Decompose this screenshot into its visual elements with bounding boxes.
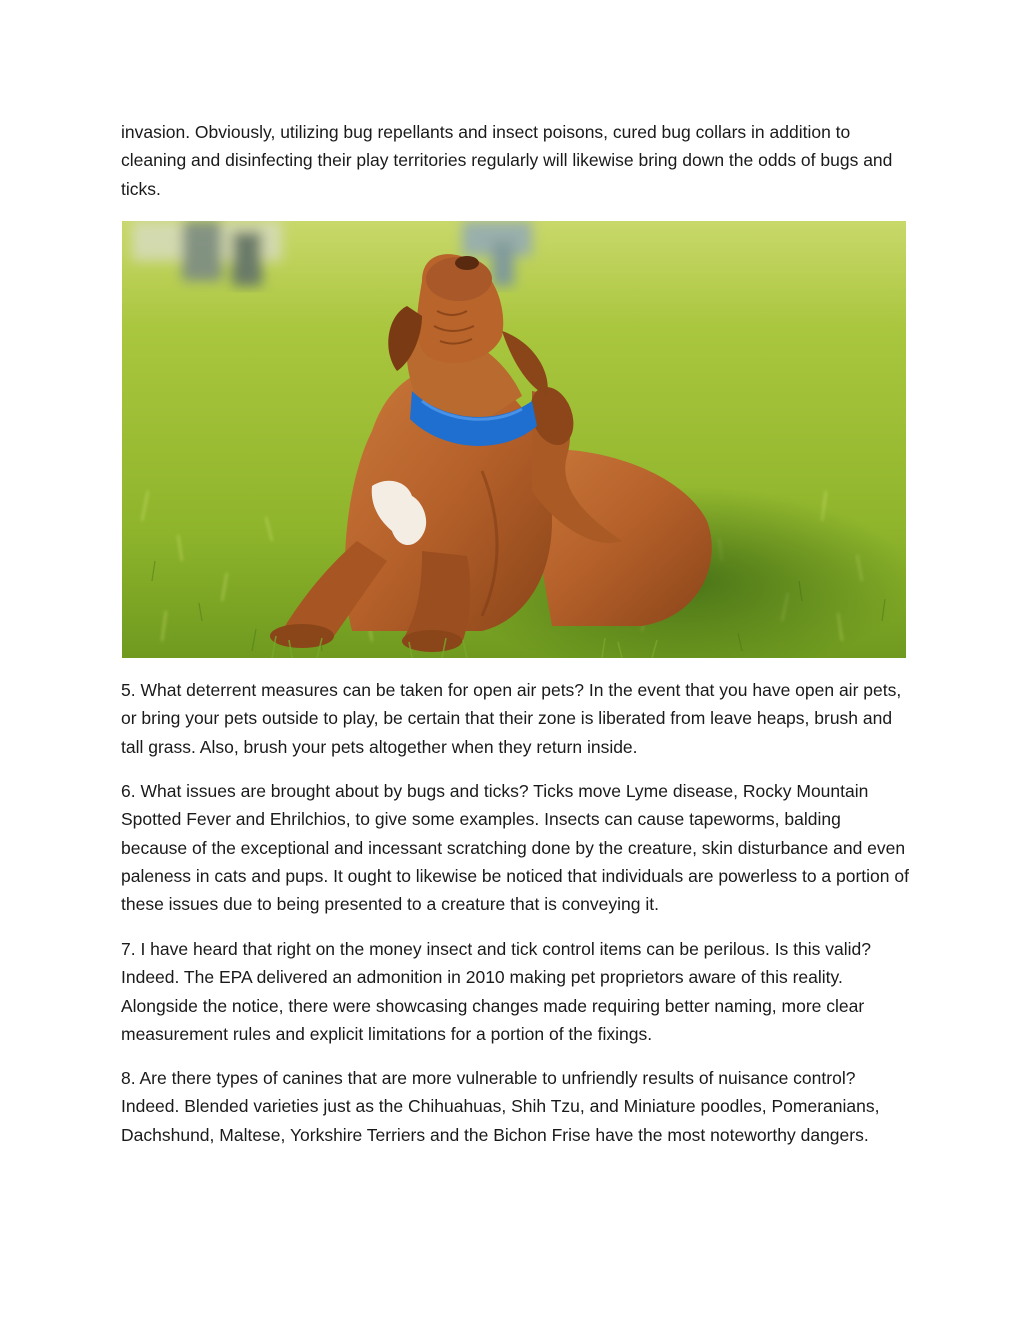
paragraph-question-8: 8. Are there types of canines that are more vulnerable to unfriendly results of nuisance control? Indeed. Blended varieties just as the Chihuahuas, Shih Tzu, and Miniature poodles, Pomeranians, Dachshund, Maltese, Yorkshire Terriers and the Bichon Frise have the most noteworthy dangers. bbox=[121, 1068, 880, 1145]
dog-scratching-photo bbox=[122, 221, 906, 658]
photo-illustration bbox=[122, 221, 906, 658]
paragraph-question-5: 5. What deterrent measures can be taken for open air pets? In the event that you have open air pets, or bring your pets outside to play, be certain that their zone is liberated from leave heaps, brush and tall grass. Also, brush your pets altogether when they return inside. bbox=[121, 680, 902, 757]
paragraph-question-7: 7. I have heard that right on the money insect and tick control items can be perilous. Is this valid? Indeed. The EPA delivered an admonition in 2010 making pet proprietors aware of this reality. Alongside the notice, there were showcasing changes made requiring better naming, more clear measurement rules and explicit limitations for a portion of the fixings. bbox=[121, 939, 871, 1044]
paragraph-intro: invasion. Obviously, utilizing bug repellants and insect poisons, cured bug collars in addition to cleaning and disinfecting their play territories regularly will likewise bring down the odds of bugs and ticks. bbox=[121, 122, 893, 199]
paragraph-question-6: 6. What issues are brought about by bugs and ticks? Ticks move Lyme disease, Rocky Mountain Spotted Fever and Ehrilchios, to give some examples. Insects can cause tapeworms, balding because of the exceptional and incessant scratching done by the creature, skin disturbance and even paleness in cats and pups. It ought to likewise be noticed that individuals are powerless to a portion of these issues due to being presented to a creature that is conveying it. bbox=[121, 781, 909, 915]
